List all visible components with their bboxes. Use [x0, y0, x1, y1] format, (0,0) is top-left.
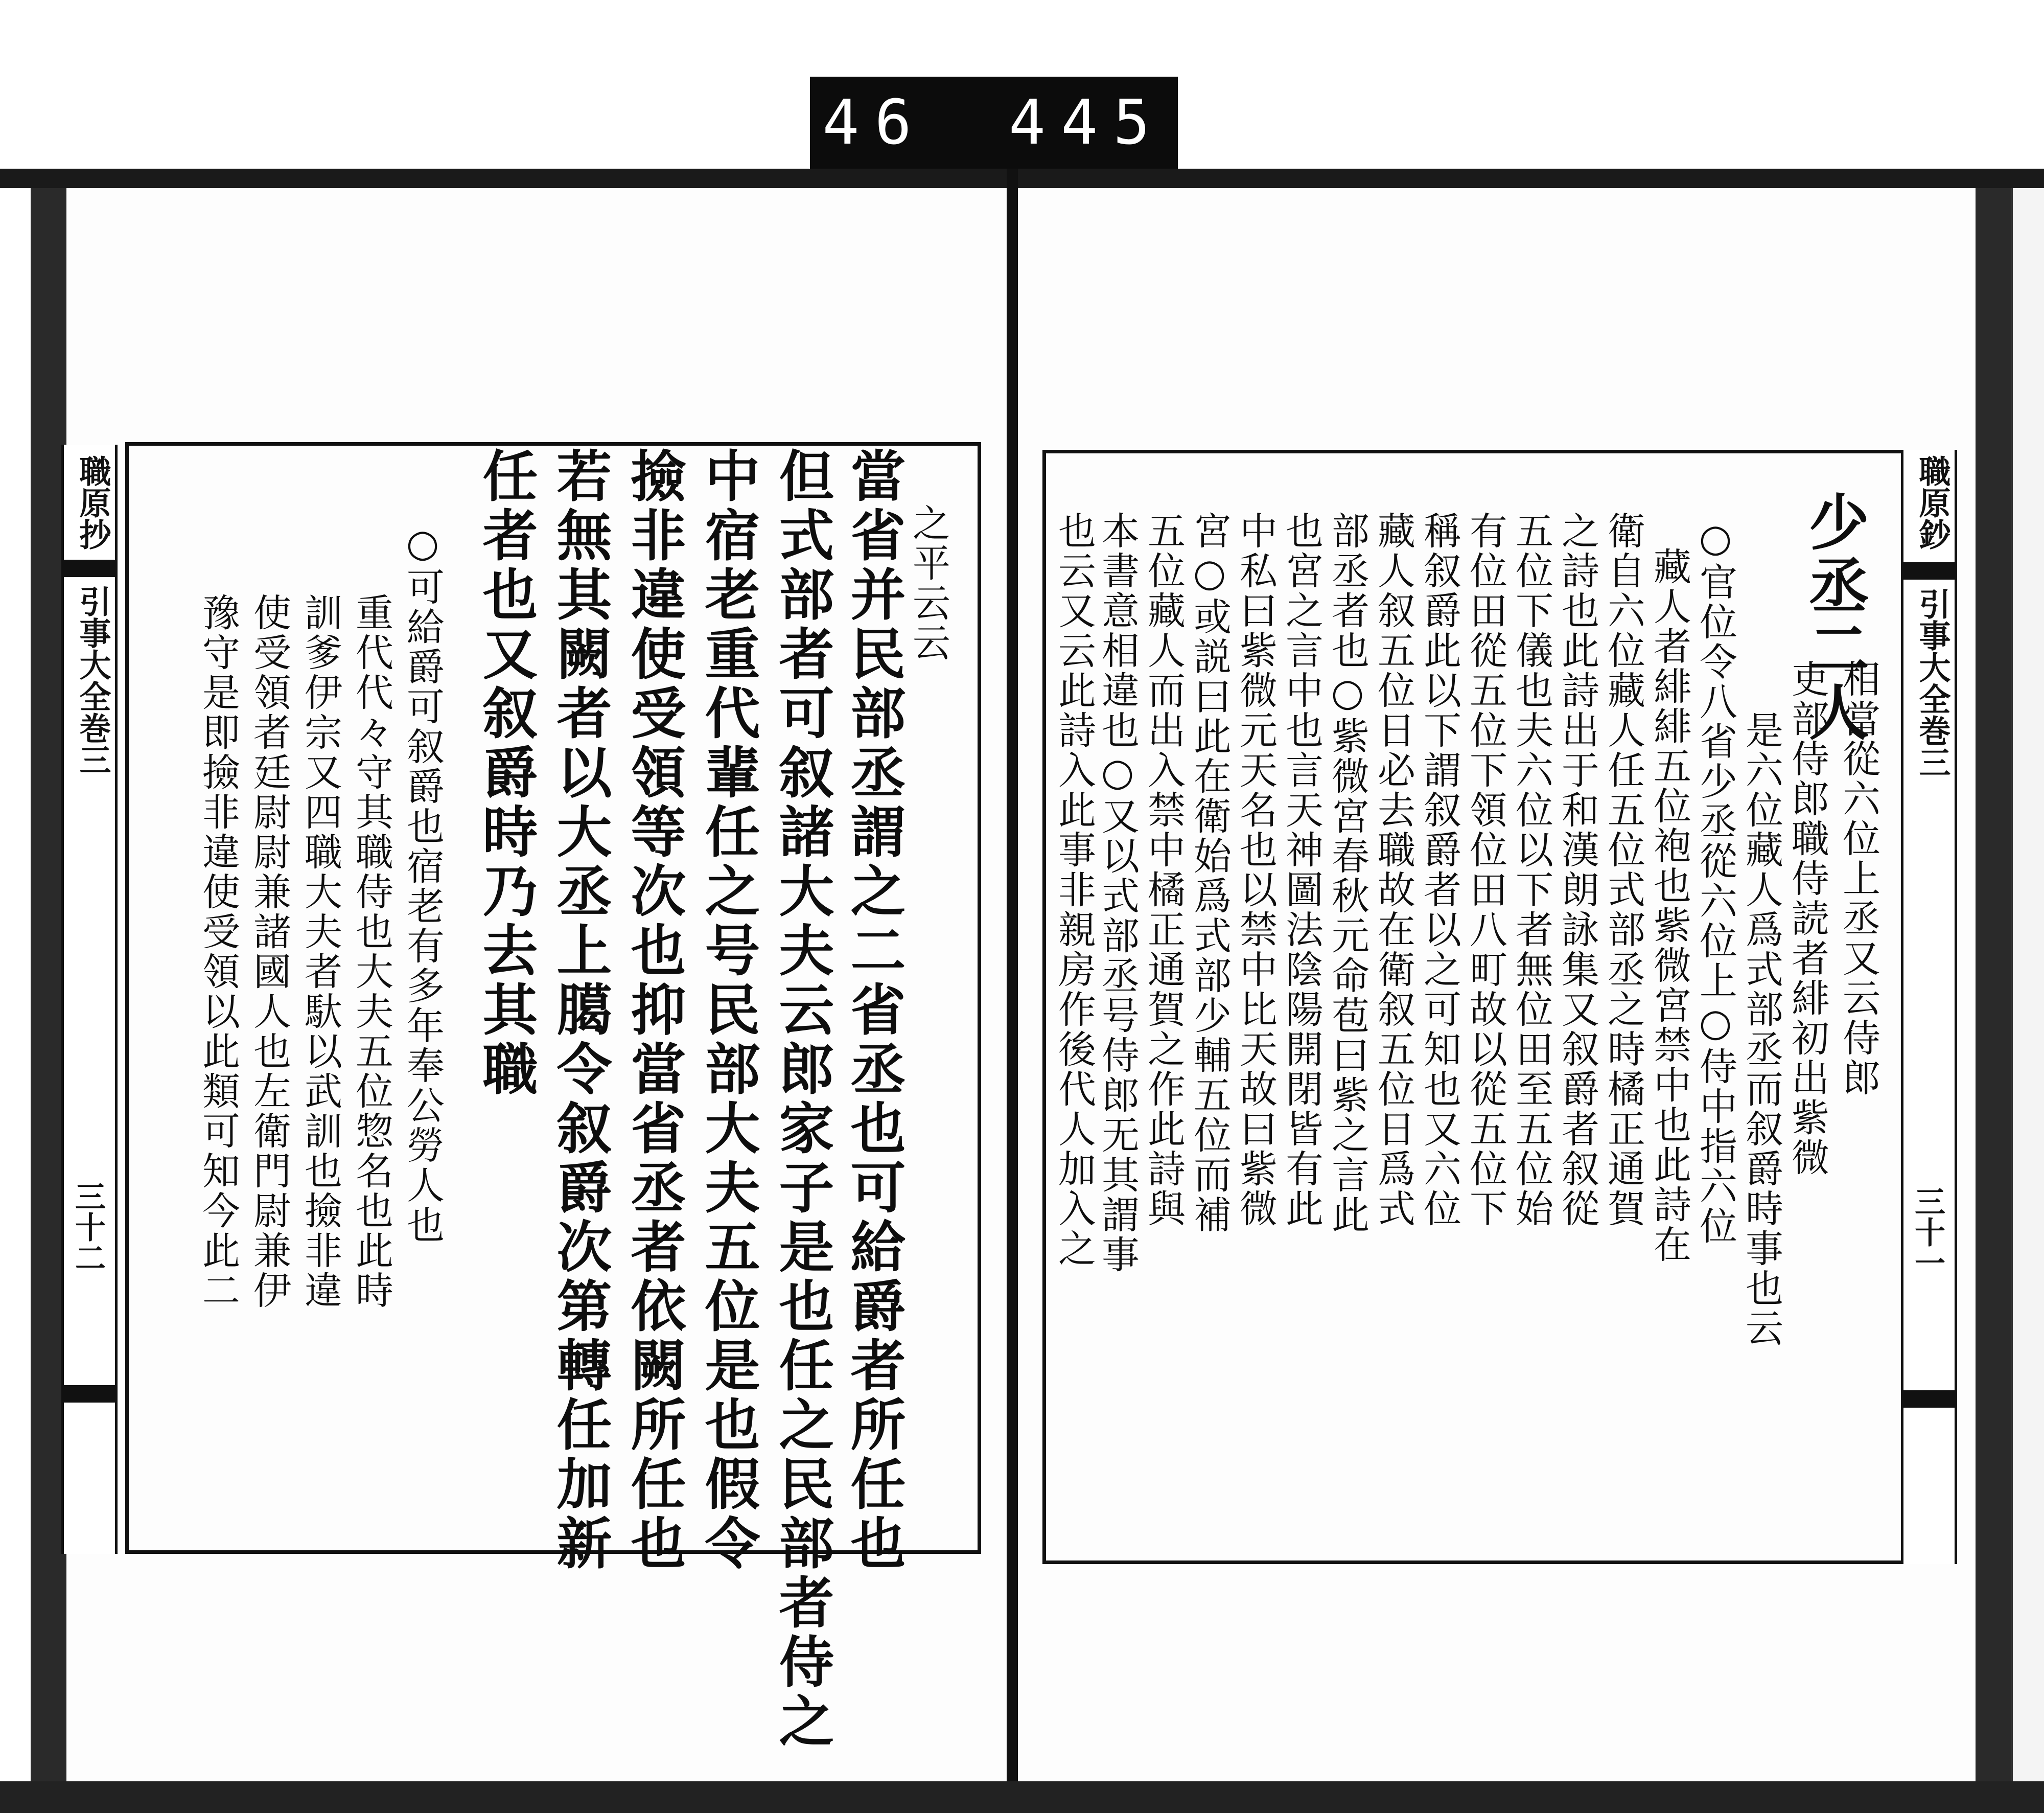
- text-column: 吏部侍郎職侍読者緋初出紫微: [1785, 659, 1829, 1178]
- text-column: 中私曰紫微元天名也以禁中比天故曰紫微: [1234, 511, 1278, 1229]
- scan-bottom-edge: [0, 1781, 2044, 1813]
- text-column: 部丞者也○紫微宮春秋元命苞曰紫之言此: [1326, 511, 1369, 1235]
- left-margin-title: 職原抄: [74, 455, 111, 550]
- scan-top-edge: [0, 169, 2044, 188]
- film-frame-number: 445.: [1008, 87, 1218, 158]
- text-column: 之平云云: [907, 503, 950, 663]
- text-column: 中宿老重代輩任之号民部大夫五位是也假令: [695, 447, 760, 1574]
- text-column: 本書意相違也○又以式部丞号侍郎无其謂事: [1096, 511, 1140, 1275]
- text-column: 藏人叙五位日必去職故在衛叙五位日爲式: [1372, 511, 1415, 1229]
- left-margin-page-number: 三十二: [70, 1181, 106, 1273]
- text-column: 任者也又叙爵時乃去其職: [473, 447, 538, 1099]
- text-column: 但式部者可叙諸大夫云郎家子是也任之民部者侍之: [770, 447, 834, 1752]
- left-fish-tail-mark: [64, 560, 115, 577]
- text-column: 相當從六位上丞又云侍郎: [1837, 659, 1880, 1098]
- text-column: ○可給爵可叙爵也宿老有多年奉公勞人也: [401, 521, 445, 1245]
- text-column: 也宮之言中也言天神圖法陰陽開閉皆有此: [1280, 511, 1323, 1229]
- text-column: 當省并民部丞謂之二省丞也可給爵者所任也: [841, 447, 905, 1574]
- text-column: 五位下儀也夫六位以下者無位田至五位始: [1509, 511, 1553, 1229]
- left-margin-subtitle: 引事大全巻三: [74, 585, 111, 775]
- film-frame-label: [770, 77, 1218, 169]
- text-column: 是六位藏人爲式部丞而叙爵時事也云: [1739, 710, 1783, 1348]
- text-column: 有位田從五位下領位田八町故以從五位下: [1464, 511, 1507, 1229]
- section-heading: 少丞二人: [1799, 491, 1870, 744]
- text-column: 之詩也此詩出于和漢朗詠集又叙爵者叙從: [1555, 511, 1599, 1229]
- text-column: 使受領者廷尉尉兼諸國人也左衛門尉兼伊: [247, 593, 291, 1311]
- text-column: ○官位令八省少丞從六位上○侍中指六位: [1693, 516, 1737, 1246]
- text-column: 五位藏人而出入禁中橘正通賀之作此詩與: [1142, 511, 1186, 1229]
- book-right-margin: [2011, 188, 2044, 1781]
- text-column: 宮○或説曰此在衛始爲式部少輔五位而補: [1188, 511, 1232, 1235]
- text-column: 藏人者緋緋五位袍也紫微宮禁中也此詩在: [1647, 547, 1691, 1265]
- right-margin-title: 職原鈔: [1914, 455, 1951, 550]
- text-column: 豫守是即撿非違使受領以此類可知今此二: [196, 593, 240, 1311]
- text-column: 也云又云此詩入此事非親房作後代人加入之: [1052, 511, 1096, 1269]
- left-fish-tail-mark-lower: [64, 1385, 115, 1403]
- right-margin-page-number: 三十一: [1910, 1186, 1945, 1278]
- book-gutter: [1007, 169, 1018, 1813]
- text-column: 重代代々守其職侍也大夫五位惣名也此時: [350, 593, 393, 1311]
- text-column: 稱叙爵此以下謂叙爵者以之可知也又六位: [1418, 511, 1461, 1229]
- right-fish-tail-mark: [1903, 562, 1955, 580]
- text-column: 衛自六位藏人任五位式部丞之時橘正通賀: [1601, 511, 1645, 1229]
- right-page-margin-strip: [1901, 450, 1957, 1564]
- text-column: 訓爹伊宗又四職大夫者馱以武訓也撿非違: [298, 593, 342, 1311]
- right-fish-tail-mark-lower: [1903, 1390, 1955, 1408]
- film-reel-number: 646: [770, 87, 927, 158]
- text-column: 若無其闕者以大丞上臈令叙爵次第轉任加新: [547, 447, 612, 1574]
- right-margin-subtitle: 引事大全巻三: [1914, 588, 1951, 778]
- book-right-edge: [1972, 188, 2011, 1781]
- left-page-margin-strip: [61, 445, 118, 1554]
- text-column: 撿非違使受領等次也抑當省丞者依闕所任也: [621, 447, 686, 1574]
